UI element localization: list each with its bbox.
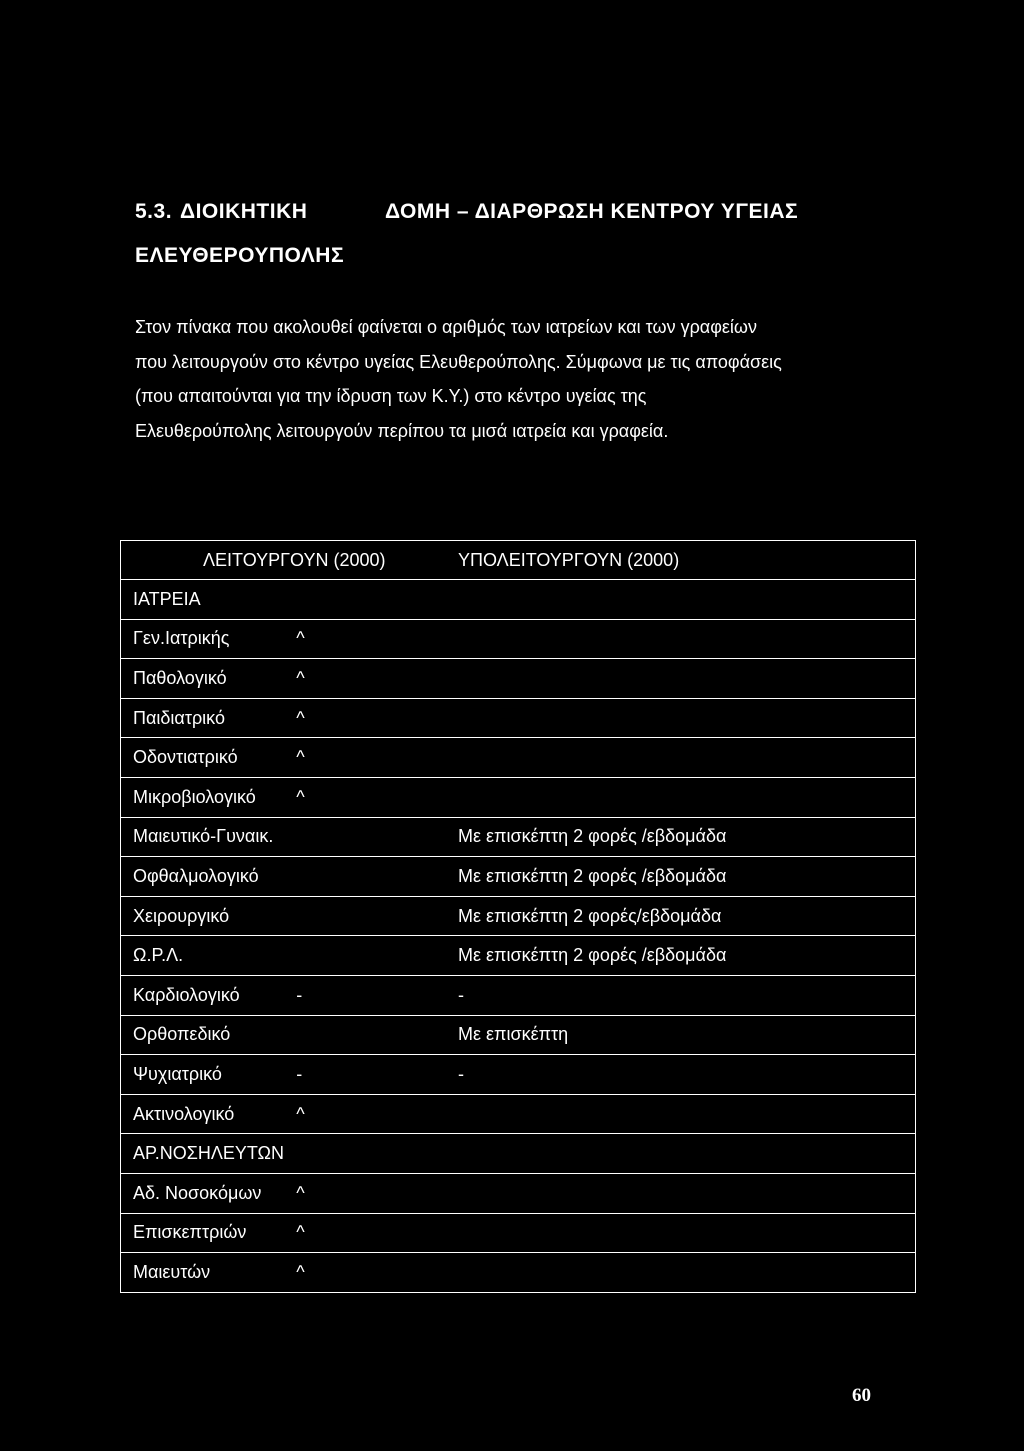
paragraph-line: Στον πίνακα που ακολουθεί φαίνεται ο αριθμός των ιατρείων και των γραφείων [135,317,757,337]
table-row [121,619,916,659]
cell-operating [289,619,458,659]
row-label: Μικροβιολογικό [121,777,290,817]
table-row [121,777,916,817]
row-label: Χειρουργικό [121,896,290,936]
operating-mark: ^ [296,707,305,728]
header-operating: ΛΕΙΤΟΥΡΓΟΥΝ (2000) [121,541,459,580]
table-row [121,857,916,897]
operating-mark: ^ [296,1103,305,1124]
table-row [121,1015,916,1055]
paragraph-line: που λειτουργούν στο κέντρο υγείας Ελευθερούπολης. Σύμφωνα με τις αποφάσεις [135,351,782,372]
cell-underoperating [458,619,916,659]
section-number: 5.3. [135,200,173,223]
cell-operating [289,1213,458,1253]
row-label: Μαιευτικό-Γυναικ. [121,817,290,857]
row-label: Γεν.Ιατρικής [121,619,290,659]
table-row [121,1213,916,1253]
operating-mark: ^ [296,1261,305,1282]
row-label: Μαιευτών [121,1253,290,1293]
table-row [121,1094,916,1134]
cell-operating [289,936,458,976]
cell-underoperating [458,777,916,817]
table-row [121,1134,916,1174]
row-label: Ω.Ρ.Λ. [121,936,290,976]
operating-mark: ^ [296,786,305,807]
header-underoperating: ΥΠΟΛΕΙΤΟΥΡΓΟΥΝ (2000) [458,541,916,580]
operating-mark: - [296,984,303,1005]
cell-operating [289,817,458,857]
cell-underoperating [458,1213,916,1253]
cell-underoperating: - [458,1055,916,1095]
row-label: Καρδιολογικό [121,975,290,1015]
cell-operating [289,896,458,936]
clinics-table [120,540,916,1293]
cell-underoperating [458,659,916,699]
table-row [121,1253,916,1293]
operating-mark: ^ [296,747,305,768]
table-row [121,1173,916,1213]
cell-underoperating [458,1173,916,1213]
cell-operating [289,857,458,897]
paragraph-line: (που απαιτούνται για την ίδρυση των Κ.Υ.) στο κέντρο υγείας της [135,386,647,406]
page-number: 60 [852,1385,871,1406]
row-label: Οδοντιατρικό [121,738,290,778]
row-label: Οφθαλμολογικό [121,857,290,897]
cell-operating [289,1055,458,1095]
cell-underoperating [458,738,916,778]
cell-operating [289,580,458,620]
table-row [121,936,916,976]
table-row [121,738,916,778]
cell-underoperating: Με επισκέπτη 2 φορές /εβδομάδα [458,936,916,976]
operating-mark: ^ [296,628,305,649]
row-label: Επισκεπτριών [121,1213,290,1253]
cell-operating [289,1094,458,1134]
cell-underoperating: Με επισκέπτη 2 φορές /εβδομάδα [458,817,916,857]
intro-paragraph [135,310,910,448]
cell-operating [289,659,458,699]
cell-operating [289,1253,458,1293]
cell-operating [289,1015,458,1055]
row-label: ΙΑΤΡΕΙΑ [121,580,290,620]
cell-underoperating [458,1253,916,1293]
table-header-row [121,541,916,580]
cell-operating [289,738,458,778]
cell-underoperating: Με επισκέπτη 2 φορές/εβδομάδα [458,896,916,936]
cell-underoperating [458,580,916,620]
table-row [121,580,916,620]
section-title-rest: ΔΟΜΗ – ΔΙΑΡΘΡΩΣΗ ΚΕΝΤΡΟΥ ΥΓΕΙΑΣ [385,200,799,223]
operating-mark: ^ [296,1182,305,1203]
operating-mark: ^ [296,667,305,688]
paragraph-line: Ελευθερούπολης λειτουργούν περίπου τα μισά ιατρεία και γραφεία. [135,420,669,441]
cell-underoperating: Με επισκέπτη 2 φορές /εβδομάδα [458,857,916,897]
cell-underoperating [458,1094,916,1134]
table-row [121,698,916,738]
section-heading [135,190,915,278]
cell-underoperating: Με επισκέπτη [458,1015,916,1055]
cell-underoperating [458,1134,916,1174]
section-title-line2: ΕΛΕΥΘΕΡΟΥΠΟΛΗΣ [135,244,345,267]
row-label: Αδ. Νοσοκόμων [121,1173,290,1213]
row-label: Παθολογικό [121,659,290,699]
cell-operating [289,975,458,1015]
table-row [121,975,916,1015]
row-label: Ψυχιατρικό [121,1055,290,1095]
table-row [121,896,916,936]
cell-underoperating: - [458,975,916,1015]
operating-mark: ^ [296,1222,305,1243]
table-row [121,1055,916,1095]
cell-operating [289,1134,458,1174]
row-label: Ακτινολογικό [121,1094,290,1134]
cell-operating [289,1173,458,1213]
operating-mark: - [296,1063,303,1084]
cell-underoperating [458,698,916,738]
cell-operating [289,777,458,817]
row-label: ΑΡ.ΝΟΣΗΛΕΥΤΩΝ [121,1134,290,1174]
row-label: Ορθοπεδικό [121,1015,290,1055]
table-row [121,817,916,857]
cell-operating [289,698,458,738]
row-label: Παιδιατρικό [121,698,290,738]
table-row [121,659,916,699]
section-title-word1: ΔΙΟΙΚΗΤΙΚΗ [180,200,308,223]
